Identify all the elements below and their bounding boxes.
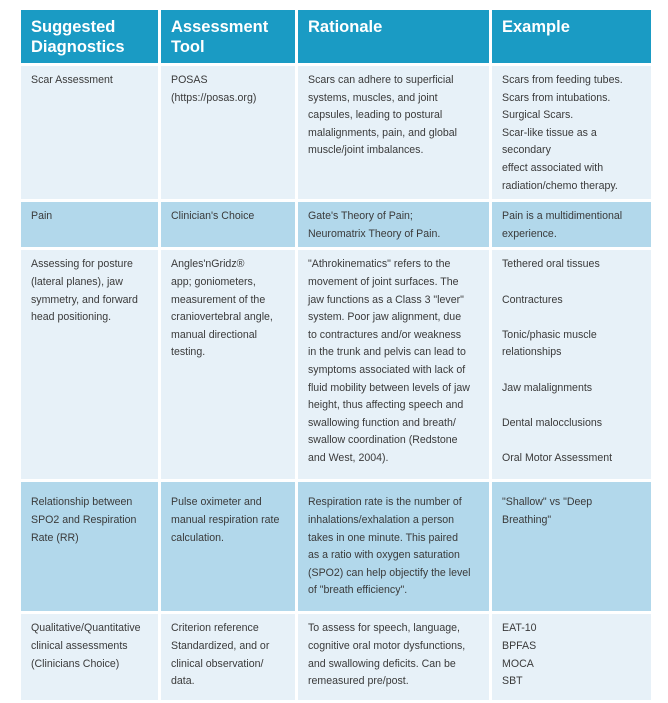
example-cell (492, 66, 651, 199)
table-row (21, 66, 651, 199)
example-text-line: "Shallow" vs "Deep Breathing" (502, 496, 593, 526)
example-cell (492, 250, 651, 479)
table-row (21, 202, 651, 247)
diagnostic-cell (21, 66, 158, 199)
rationale-text-line: takes in one minute. This paired (308, 531, 458, 544)
tool-text-line: Pulse oximeter and (171, 496, 262, 509)
diagnostic-text-line: symmetry, and forward (31, 293, 138, 306)
rationale-text-line: capsules, leading to postural (308, 109, 443, 122)
example-text-line: SBT (502, 675, 523, 688)
rationale-text-line: and swallowing deficits. Can be (308, 657, 456, 670)
rationale-text-line: (SPO2) can help objectify the level (308, 566, 471, 579)
example-cell (492, 614, 651, 700)
diagnostic-text-line: Assessing for posture (31, 258, 133, 271)
rationale-text-line: muscle/joint imbalances. (308, 144, 424, 157)
example-text-line: Surgical Scars. (502, 109, 574, 122)
rationale-text-line: cognitive oral motor dysfunctions, (308, 639, 466, 652)
diagnostic-text-line: Relationship between (31, 496, 133, 509)
header-text: Example (502, 18, 570, 36)
rationale-text-line: remeasured pre/post. (308, 675, 409, 688)
table-row (21, 614, 651, 700)
example-text-line: Oral Motor Assessment (502, 451, 613, 464)
line-gap (502, 397, 643, 415)
tool-text-line: Angles'nGridz® (171, 258, 245, 271)
example-text-line: effect associated with (502, 161, 604, 174)
diagnostic-text-line: (lateral planes), jaw (31, 275, 123, 288)
rationale-cell (298, 614, 489, 700)
rationale-cell (298, 202, 489, 247)
diagnostic-cell (21, 202, 158, 247)
diagnostic-cell (21, 614, 158, 700)
rationale-text-line: movement of joint surfaces. The (308, 275, 459, 288)
rationale-text-line: Neuromatrix Theory of Pain. (308, 227, 441, 240)
diagnostic-cell (21, 482, 158, 611)
rationale-cell (298, 482, 489, 611)
rationale-text-line: swallowing function and breath/ (308, 416, 456, 429)
tool-text-line: Standardized, and or (171, 639, 270, 652)
tool-text-line: manual directional (171, 328, 257, 341)
tool-text-line: testing. (171, 346, 206, 359)
rationale-text-line: swallow coordination (Redstone (308, 434, 458, 447)
rationale-cell (298, 66, 489, 199)
tool-text-line: clinical observation/ (171, 657, 264, 670)
example-text-line: Contractures (502, 293, 563, 306)
rationale-text-line: jaw functions as a Class 3 "lever" (308, 293, 464, 306)
example-text-line: Pain is a multidimentional (502, 210, 623, 223)
tool-text-line: craniovertebral angle, (171, 311, 273, 324)
tool-cell (161, 614, 295, 700)
rationale-text-line: and West, 2004). (308, 451, 389, 464)
rationale-cell (298, 250, 489, 479)
header-text: Suggested Diagnostics (31, 18, 125, 56)
tool-cell (161, 250, 295, 479)
header-row (21, 10, 651, 63)
header-example (492, 10, 651, 63)
tool-text-line: app; goniometers, (171, 275, 256, 288)
diagnostics-table (18, 7, 654, 703)
rationale-text-line: of "breath efficiency". (308, 584, 408, 597)
diagnostic-text-line: SPO2 and Respiration (31, 513, 137, 526)
header-text: Rationale (308, 18, 383, 36)
diagnostic-text-line: Pain (31, 210, 53, 223)
rationale-text-line: Scars can adhere to superficial (308, 74, 454, 86)
rationale-text-line: inhalations/exhalation a person (308, 513, 455, 526)
example-text-line: Scars from feeding tubes. (502, 74, 623, 86)
diagnostic-text-line: Scar Assessment (31, 74, 113, 86)
header-text: Assessment Tool (171, 18, 269, 56)
tool-cell (161, 66, 295, 199)
tool-text-line: data. (171, 675, 195, 688)
example-text-line: MOCA (502, 657, 534, 670)
line-gap (502, 432, 643, 450)
rationale-text-line: symptoms associated with lack of (308, 363, 466, 376)
tool-text-line: POSAS (171, 74, 208, 86)
example-text-line: radiation/chemo therapy. (502, 179, 618, 192)
tool-text-line: manual respiration rate (171, 513, 280, 526)
rationale-text-line: height, thus affecting speech and (308, 399, 464, 412)
diagnostic-text-line: head positioning. (31, 311, 112, 324)
example-text-line: EAT-10 (502, 622, 537, 635)
diagnostic-text-line: (Clinicians Choice) (31, 657, 120, 670)
example-text-line: Scars from intubations. (502, 91, 611, 104)
rationale-text-line: Gate's Theory of Pain; (308, 210, 413, 223)
tool-cell (161, 482, 295, 611)
example-cell (492, 202, 651, 247)
tool-text-line: measurement of the (171, 293, 266, 306)
tool-text-line: calculation. (171, 531, 224, 544)
example-text-line: Tethered oral tissues (502, 258, 600, 271)
tool-text-line: Clinician's Choice (171, 210, 255, 223)
header-suggested-diagnostics (21, 10, 158, 63)
example-text-line: Jaw malalignments (502, 381, 593, 394)
line-gap (502, 309, 643, 327)
rationale-text-line: to contractures and/or weakness (308, 328, 462, 341)
tool-cell (161, 202, 295, 247)
diagnostic-text-line: clinical assessments (31, 639, 128, 652)
example-text-line: relationships (502, 346, 562, 359)
rationale-text-line: as a ratio with oxygen saturation (308, 549, 460, 562)
rationale-text-line: systems, muscles, and joint (308, 91, 438, 104)
diagnostic-text-line: Rate (RR) (31, 531, 79, 544)
header-rationale (298, 10, 489, 63)
rationale-text-line: system. Poor jaw alignment, due (308, 311, 462, 324)
rationale-text-line: Respiration rate is the number of (308, 496, 462, 509)
table-row (21, 250, 651, 479)
rationale-text-line: "Athrokinematics" refers to the (308, 258, 451, 271)
example-text-line: Dental malocclusions (502, 416, 603, 429)
example-text-line: BPFAS (502, 639, 537, 652)
tool-text-line: (https://posas.org) (171, 91, 257, 104)
rationale-text-line: fluid mobility between levels of jaw (308, 381, 470, 394)
example-text-line: Scar-like tissue as a secondary (502, 126, 597, 157)
example-text-line: Tonic/phasic muscle (502, 328, 597, 341)
diagnostic-text-line: Qualitative/Quantitative (31, 622, 141, 635)
line-gap (502, 362, 643, 380)
header-assessment-tool (161, 10, 295, 63)
example-text-line: experience. (502, 227, 557, 240)
line-gap (502, 274, 643, 292)
table-row (21, 482, 651, 611)
diagnostic-cell (21, 250, 158, 479)
rationale-text-line: in the trunk and pelvis can lead to (308, 346, 466, 359)
example-cell (492, 482, 651, 611)
rationale-text-line: malalignments, pain, and global (308, 126, 457, 139)
rationale-text-line: To assess for speech, language, (308, 622, 460, 635)
tool-text-line: Criterion reference (171, 622, 259, 635)
